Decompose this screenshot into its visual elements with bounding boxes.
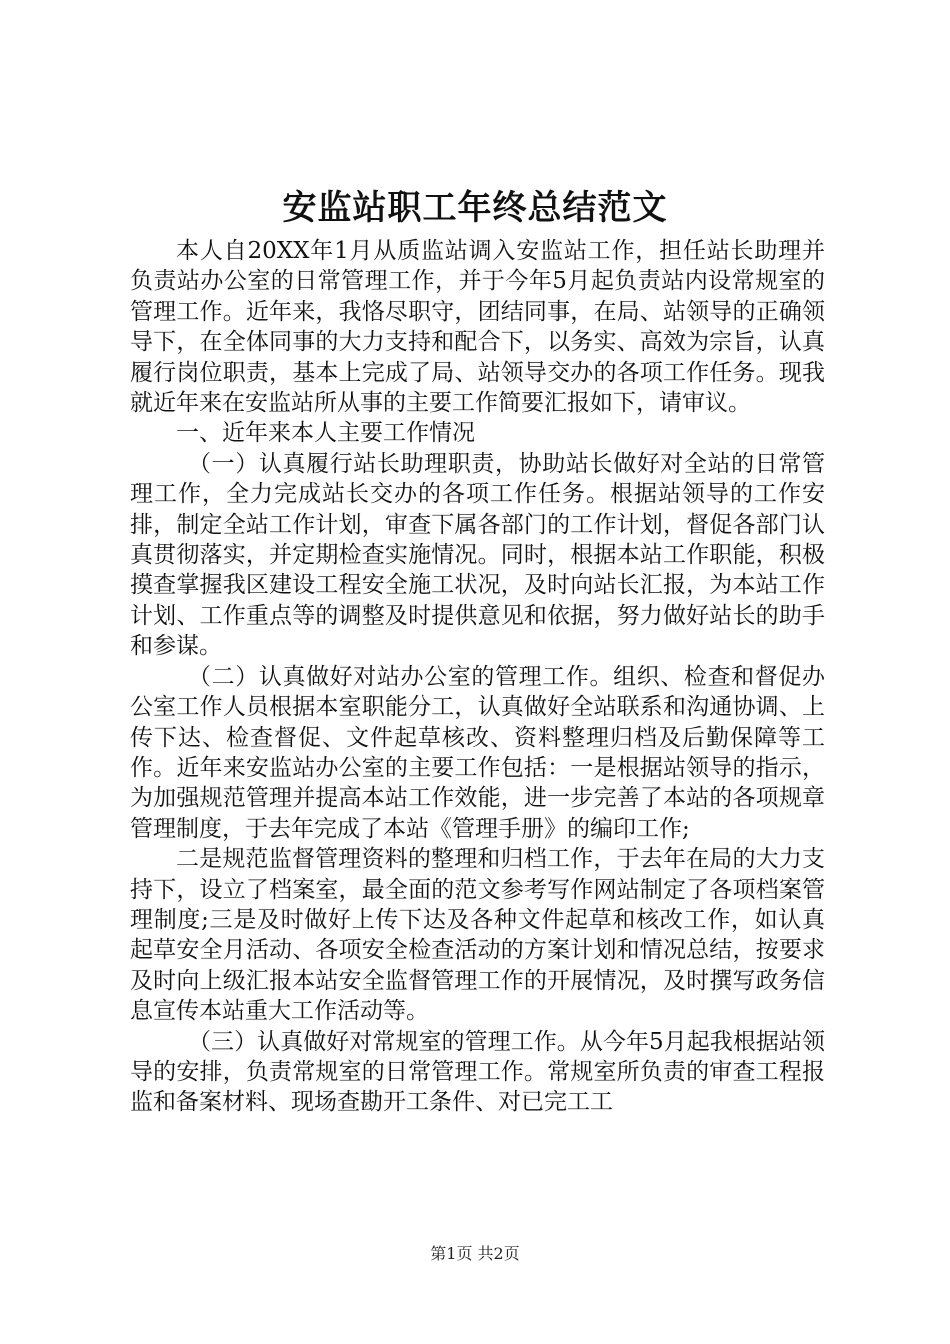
document-body bbox=[130, 236, 825, 1118]
paragraph-item-2-continued: 二是规范监督管理资料的整理和归档工作，于去年在局的大力支持下，设立了档案室，最全面的范文参考写作网站制定了各项档案管理制度;三是及时做好上传下达及各种文件起草和核改工作，如认真起草安全月活动、各项安全检查活动的方案计划和情况总结，按要求及时向上级汇报本站安全监督管理工作的开展情况，及时撰写政务信息宣传本站重大工作活动等。 bbox=[130, 846, 825, 1025]
section-heading-1: 一、近年来本人主要工作情况 bbox=[176, 420, 475, 447]
paragraph-item-3: （三）认真做好对常规室的管理工作。从今年5月起我根据站领导的安排，负责常规室的日常管理工作。常规室所负责的审查工程报监和备案材料、现场查勘开工条件、对已完工工 bbox=[130, 1028, 825, 1116]
paragraph-item-2: （二）认真做好对站办公室的管理工作。组织、检查和督促办公室工作人员根据本室职能分工，认真做好全站联系和沟通协调、上传下达、检查督促、文件起草核改、资料整理归档及后勤保障等工作。近年来安监站办公室的主要工作包括：一是根据站领导的指示，为加强规范管理并提高本站工作效能，进一步完善了本站的各项规章管理制度，于去年完成了本站《管理手册》的编印工作; bbox=[130, 663, 825, 842]
page-number-footer: 第1页 共2页 bbox=[430, 1244, 520, 1263]
paragraph-item-1: （一）认真履行站长助理职责，协助站长做好对全站的日常管理工作，全力完成站长交办的各项工作任务。根据站领导的工作安排，制定全站工作计划，审查下属各部门的工作计划，督促各部门认真贯彻落实，并定期检查实施情况。同时，根据本站工作职能，积极摸查掌握我区建设工程安全施工状况，及时向站长汇报，为本站工作计划、工作重点等的调整及时提供意见和依据，努力做好站长的助手和参谋。 bbox=[130, 450, 825, 660]
paragraph-intro: 本人自20XX年1月从质监站调入安监站工作，担任站长助理并负责站办公室的日常管理工作，并于今年5月起负责站内设常规室的管理工作。近年来，我恪尽职守，团结同事，在局、站领导的正确领导下，在全体同事的大力支持和配合下，以务实、高效为宗旨，认真履行岗位职责，基本上完成了局、站领导交办的各项工作任务。现我就近年来在安监站所从事的主要工作简要汇报如下，请审议。 bbox=[130, 238, 825, 417]
document-title: 安监站职工年终总结范文 bbox=[282, 188, 668, 228]
